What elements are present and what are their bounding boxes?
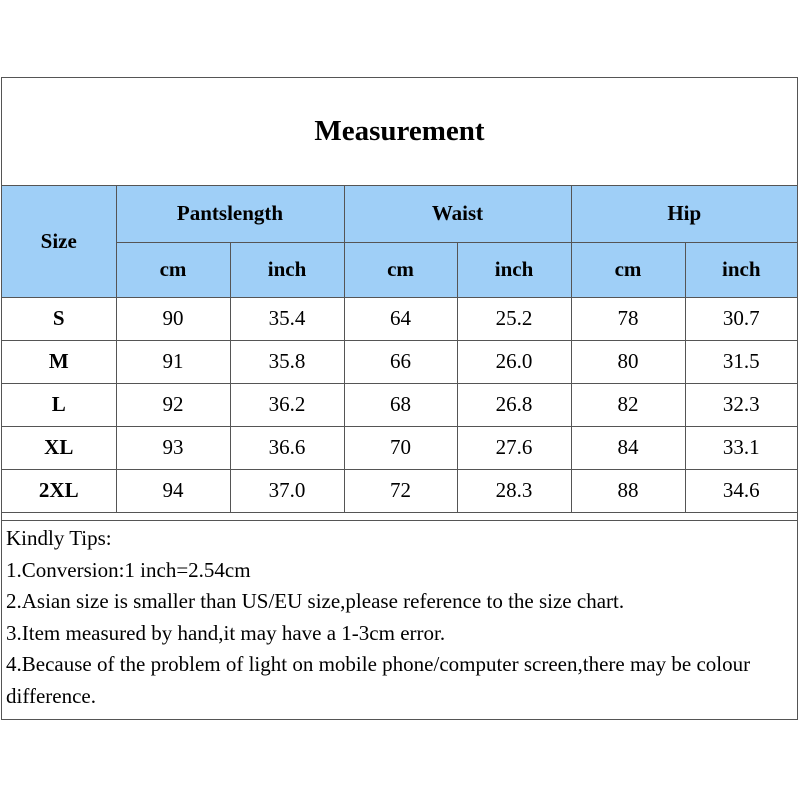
table-row [2, 340, 797, 383]
table-row [2, 383, 797, 426]
value-cell: 26.8 [457, 383, 571, 426]
value-cell: 70 [344, 426, 457, 469]
table-row [2, 426, 797, 469]
value-cell: 80 [571, 340, 685, 383]
table-row [2, 297, 797, 340]
size-cell: M [2, 340, 116, 383]
size-cell: 2XL [2, 469, 116, 512]
value-cell: 88 [571, 469, 685, 512]
table-row [2, 469, 797, 512]
size-header: Size [2, 186, 116, 297]
value-cell: 35.8 [230, 340, 344, 383]
value-cell: 90 [116, 297, 230, 340]
value-cell: 36.6 [230, 426, 344, 469]
value-cell: 91 [116, 340, 230, 383]
header-row-units [2, 242, 797, 297]
value-cell: 64 [344, 297, 457, 340]
value-cell: 35.4 [230, 297, 344, 340]
chart-title: Measurement [2, 78, 797, 186]
value-cell: 30.7 [685, 297, 797, 340]
value-cell: 36.2 [230, 383, 344, 426]
value-cell: 82 [571, 383, 685, 426]
unit-header: inch [457, 242, 571, 297]
unit-header: inch [685, 242, 797, 297]
size-chart [1, 77, 798, 720]
unit-header: inch [230, 242, 344, 297]
value-cell: 66 [344, 340, 457, 383]
unit-header: cm [116, 242, 230, 297]
size-cell: S [2, 297, 116, 340]
value-cell: 32.3 [685, 383, 797, 426]
value-cell: 37.0 [230, 469, 344, 512]
value-cell: 68 [344, 383, 457, 426]
size-cell: L [2, 383, 116, 426]
value-cell: 72 [344, 469, 457, 512]
value-cell: 34.6 [685, 469, 797, 512]
value-cell: 78 [571, 297, 685, 340]
tips-heading: Kindly Tips: [6, 526, 112, 550]
waist-header: Waist [344, 186, 571, 242]
value-cell: 84 [571, 426, 685, 469]
tip-item: 4.Because of the problem of light on mobile phone/computer screen,there may be colour difference. [6, 652, 751, 708]
size-cell: XL [2, 426, 116, 469]
value-cell: 28.3 [457, 469, 571, 512]
tip-item: 2.Asian size is smaller than US/EU size,please reference to the size chart. [6, 589, 625, 613]
pantslength-header: Pantslength [116, 186, 344, 242]
value-cell: 93 [116, 426, 230, 469]
tip-item: 3.Item measured by hand,it may have a 1-3cm error. [6, 620, 446, 645]
value-cell: 31.5 [685, 340, 797, 383]
tip-item: 1.Conversion:1 inch=2.54cm [6, 557, 251, 582]
kindly-tips [2, 520, 797, 712]
table-body [2, 297, 797, 512]
unit-header: cm [571, 242, 685, 297]
value-cell: 26.0 [457, 340, 571, 383]
value-cell: 25.2 [457, 297, 571, 340]
hip-header: Hip [571, 186, 797, 242]
unit-header: cm [344, 242, 457, 297]
value-cell: 27.6 [457, 426, 571, 469]
size-table [2, 186, 797, 513]
value-cell: 33.1 [685, 426, 797, 469]
value-cell: 92 [116, 383, 230, 426]
header-row-groups [2, 186, 797, 242]
value-cell: 94 [116, 469, 230, 512]
